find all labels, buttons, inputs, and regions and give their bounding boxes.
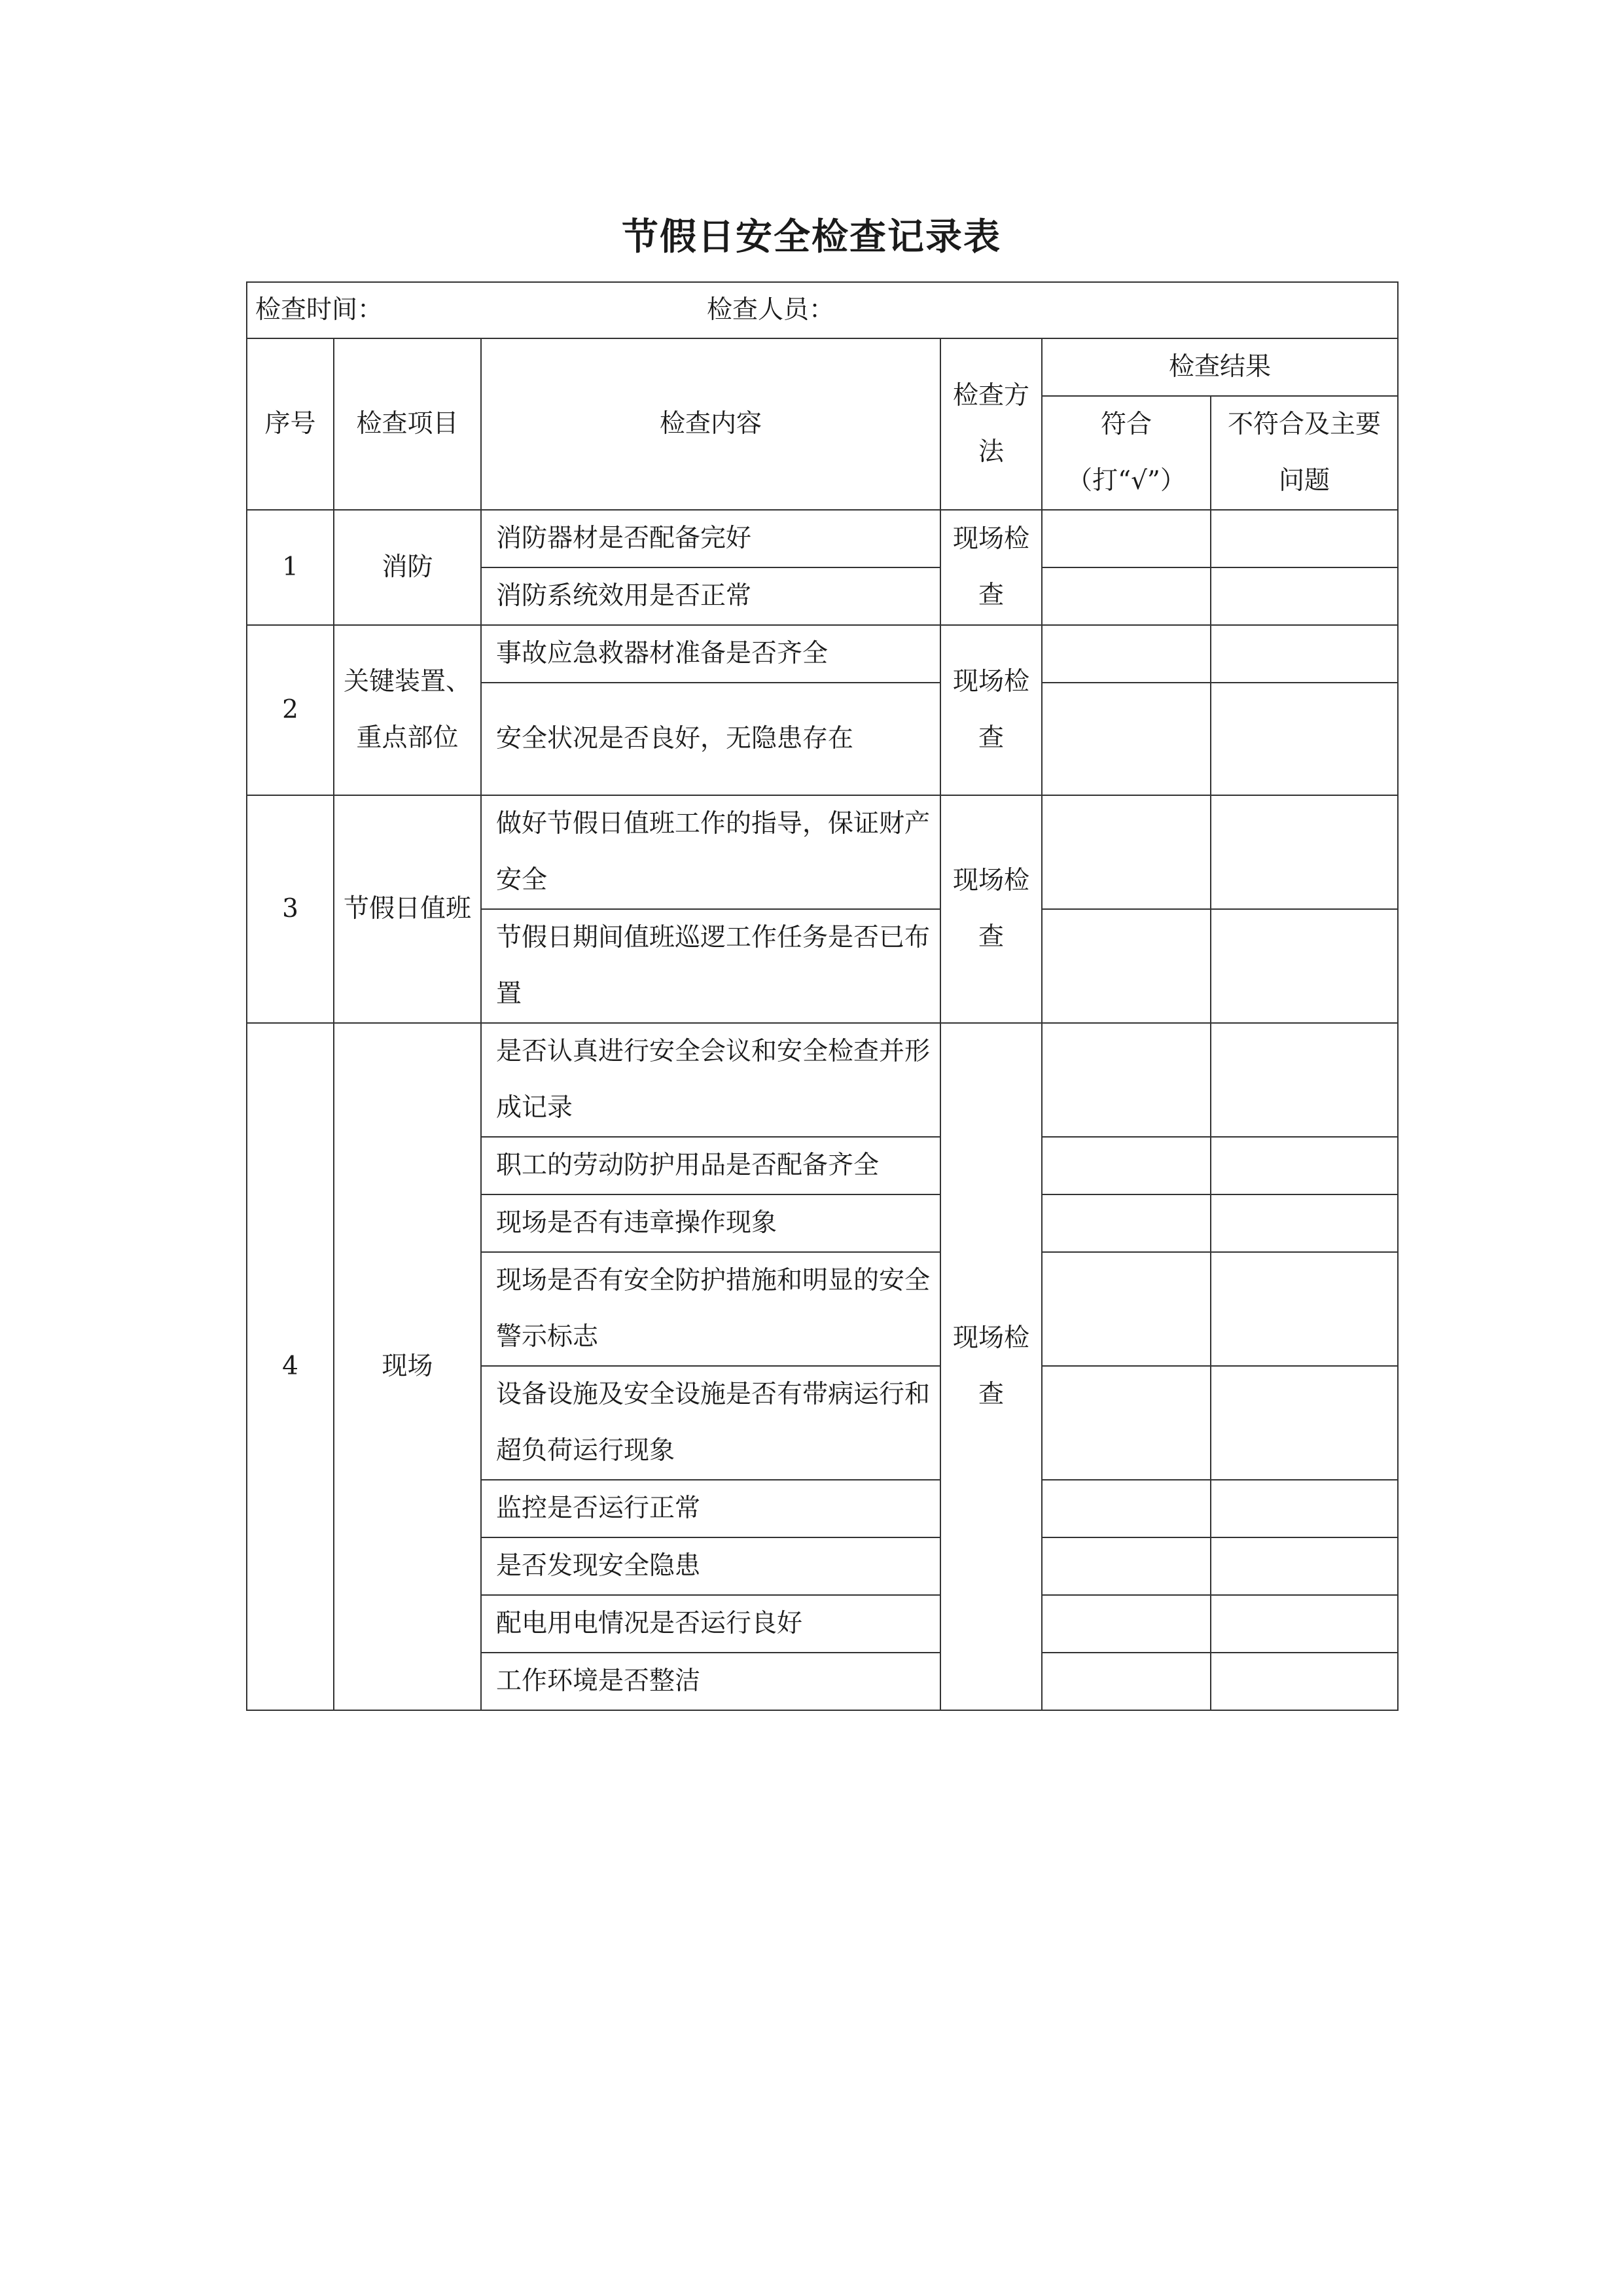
pass-cell[interactable] — [1042, 1366, 1211, 1480]
info-row — [247, 282, 1398, 338]
header-pass: 符合（打“√”） — [1042, 396, 1211, 510]
header-seq: 序号 — [247, 338, 334, 510]
item-cell: 节假日值班 — [334, 795, 481, 1023]
content-cell: 职工的劳动防护用品是否配备齐全 — [481, 1137, 940, 1194]
inspector-label: 检查人员： — [707, 295, 835, 325]
page-title: 节假日安全检查记录表 — [622, 215, 1001, 259]
content-cell: 做好节假日值班工作的指导，保证财产安全 — [481, 795, 940, 909]
header-content: 检查内容 — [481, 338, 940, 510]
content-cell: 消防器材是否配备完好 — [481, 510, 940, 567]
content-cell: 工作环境是否整洁 — [481, 1653, 940, 1710]
fail-cell[interactable] — [1211, 1537, 1398, 1595]
method-cell: 现场检查 — [940, 510, 1042, 625]
pass-cell[interactable] — [1042, 1023, 1211, 1137]
header-result: 检查结果 — [1042, 338, 1398, 396]
content-cell: 监控是否运行正常 — [481, 1480, 940, 1537]
pass-cell[interactable] — [1042, 1480, 1211, 1537]
method-cell: 现场检查 — [940, 625, 1042, 795]
content-cell: 设备设施及安全设施是否有带病运行和超负荷运行现象 — [481, 1366, 940, 1480]
fail-cell[interactable] — [1211, 795, 1398, 909]
pass-cell[interactable] — [1042, 683, 1211, 795]
fail-cell[interactable] — [1211, 625, 1398, 683]
content-cell: 是否认真进行安全会议和安全检查并形成记录 — [481, 1023, 940, 1137]
content-cell: 现场是否有违章操作现象 — [481, 1194, 940, 1252]
table-row — [247, 1023, 1398, 1137]
content-cell: 现场是否有安全防护措施和明显的安全警示标志 — [481, 1252, 940, 1366]
fail-cell[interactable] — [1211, 909, 1398, 1023]
fail-cell[interactable] — [1211, 510, 1398, 567]
fail-cell[interactable] — [1211, 1194, 1398, 1252]
fail-cell[interactable] — [1211, 683, 1398, 795]
seq-cell: 4 — [247, 1023, 334, 1710]
pass-cell[interactable] — [1042, 510, 1211, 567]
table-row — [247, 625, 1398, 683]
table-row — [247, 795, 1398, 909]
header-method: 检查方法 — [940, 338, 1042, 510]
pass-cell[interactable] — [1042, 795, 1211, 909]
fail-cell[interactable] — [1211, 1653, 1398, 1710]
check-time-label: 检查时间： — [255, 295, 383, 325]
header-row-1 — [247, 338, 1398, 396]
content-cell: 节假日期间值班巡逻工作任务是否已布置 — [481, 909, 940, 1023]
fail-cell[interactable] — [1211, 1137, 1398, 1194]
header-item: 检查项目 — [334, 338, 481, 510]
pass-cell[interactable] — [1042, 909, 1211, 1023]
method-cell: 现场检查 — [940, 1023, 1042, 1710]
pass-cell[interactable] — [1042, 625, 1211, 683]
fail-cell[interactable] — [1211, 1023, 1398, 1137]
method-cell: 现场检查 — [940, 795, 1042, 1023]
pass-cell[interactable] — [1042, 1595, 1211, 1653]
fail-cell[interactable] — [1211, 1366, 1398, 1480]
item-cell: 现场 — [334, 1023, 481, 1710]
fail-cell[interactable] — [1211, 1480, 1398, 1537]
content-cell: 事故应急救器材准备是否齐全 — [481, 625, 940, 683]
pass-cell[interactable] — [1042, 1537, 1211, 1595]
pass-cell[interactable] — [1042, 1252, 1211, 1366]
fail-cell[interactable] — [1211, 567, 1398, 625]
header-fail: 不符合及主要问题 — [1211, 396, 1398, 510]
content-cell: 是否发现安全隐患 — [481, 1537, 940, 1595]
info-cell — [247, 282, 1398, 338]
seq-cell: 3 — [247, 795, 334, 1023]
table-row — [247, 510, 1398, 567]
pass-cell[interactable] — [1042, 1194, 1211, 1252]
pass-cell[interactable] — [1042, 1137, 1211, 1194]
item-cell: 关键装置、重点部位 — [334, 625, 481, 795]
seq-cell: 1 — [247, 510, 334, 625]
content-cell: 安全状况是否良好，无隐患存在 — [481, 683, 940, 795]
item-cell: 消防 — [334, 510, 481, 625]
pass-cell[interactable] — [1042, 1653, 1211, 1710]
seq-cell: 2 — [247, 625, 334, 795]
content-cell: 配电用电情况是否运行良好 — [481, 1595, 940, 1653]
fail-cell[interactable] — [1211, 1595, 1398, 1653]
fail-cell[interactable] — [1211, 1252, 1398, 1366]
content-cell: 消防系统效用是否正常 — [481, 567, 940, 625]
inspection-table — [246, 281, 1399, 1711]
pass-cell[interactable] — [1042, 567, 1211, 625]
